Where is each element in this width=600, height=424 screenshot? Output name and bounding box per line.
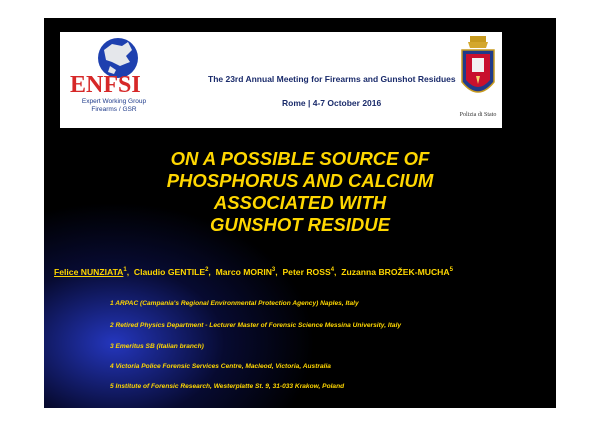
affiliation-item: 2 Retired Physics Department - Lecturer Master of Forensic Science Messina University, Italy: [110, 322, 402, 329]
enfsi-subtitle-line2: Firearms / GSR: [91, 106, 137, 113]
author-sup: 4: [330, 267, 335, 274]
author-sup: 1: [123, 267, 127, 274]
author-name: Felice NUNZIATA: [54, 267, 124, 277]
author-sup: 3: [271, 267, 276, 274]
affiliation-item: 5 Institute of Forensic Research, Westerplatte St. 9, 31-033 Krakow, Poland: [110, 383, 345, 390]
author-sup: 2: [205, 267, 209, 274]
header-banner: [60, 32, 502, 128]
affiliation-item: 4 Victoria Police Forensic Services Centre, Macleod, Victoria, Australia: [110, 363, 331, 370]
meeting-title: The 23rd Annual Meeting for Firearms and Gunshot Residues: [208, 74, 456, 84]
author-name: Peter ROSS: [282, 267, 331, 277]
author-list: Felice NUNZIATA$^1$, Claudio GENTILE$^2$, Marco MORIN$^3$, Peter ROSS$^4$, Zuzanna BROŽEK-MUCHA$^5$: [54, 267, 453, 277]
author-name: Zuzanna BROŽEK-MUCHA: [341, 267, 450, 277]
polizia-label: Polizia di Stato: [459, 112, 497, 118]
affiliation-item: 3 Emeritus SB (Italian branch): [110, 343, 204, 350]
author-sup: 5: [449, 267, 453, 274]
title-line: PHOSPHORUS AND CALCIUM: [166, 170, 434, 191]
title-line: GUNSHOT RESIDUE: [210, 214, 390, 235]
meeting-date: Rome | 4-7 October 2016: [282, 98, 382, 108]
enfsi-logo-icon: [66, 36, 162, 96]
enfsi-logo-text: ENFSI: [70, 72, 141, 96]
author-name: Marco MORIN: [215, 267, 272, 277]
polizia-emblem-icon: [458, 36, 498, 104]
affiliation-item: 1 ARPAC (Campania's Regional Environmental Protection Agency) Naples, Italy: [110, 300, 359, 307]
slide-title: [100, 148, 500, 236]
title-line: ON A POSSIBLE SOURCE OF: [170, 148, 430, 169]
enfsi-subtitle-line1: Expert Working Group: [81, 98, 147, 105]
enfsi-subtitle: [66, 98, 162, 114]
title-line: ASSOCIATED WITH: [213, 192, 387, 213]
author-name: Claudio GENTILE: [133, 267, 206, 277]
